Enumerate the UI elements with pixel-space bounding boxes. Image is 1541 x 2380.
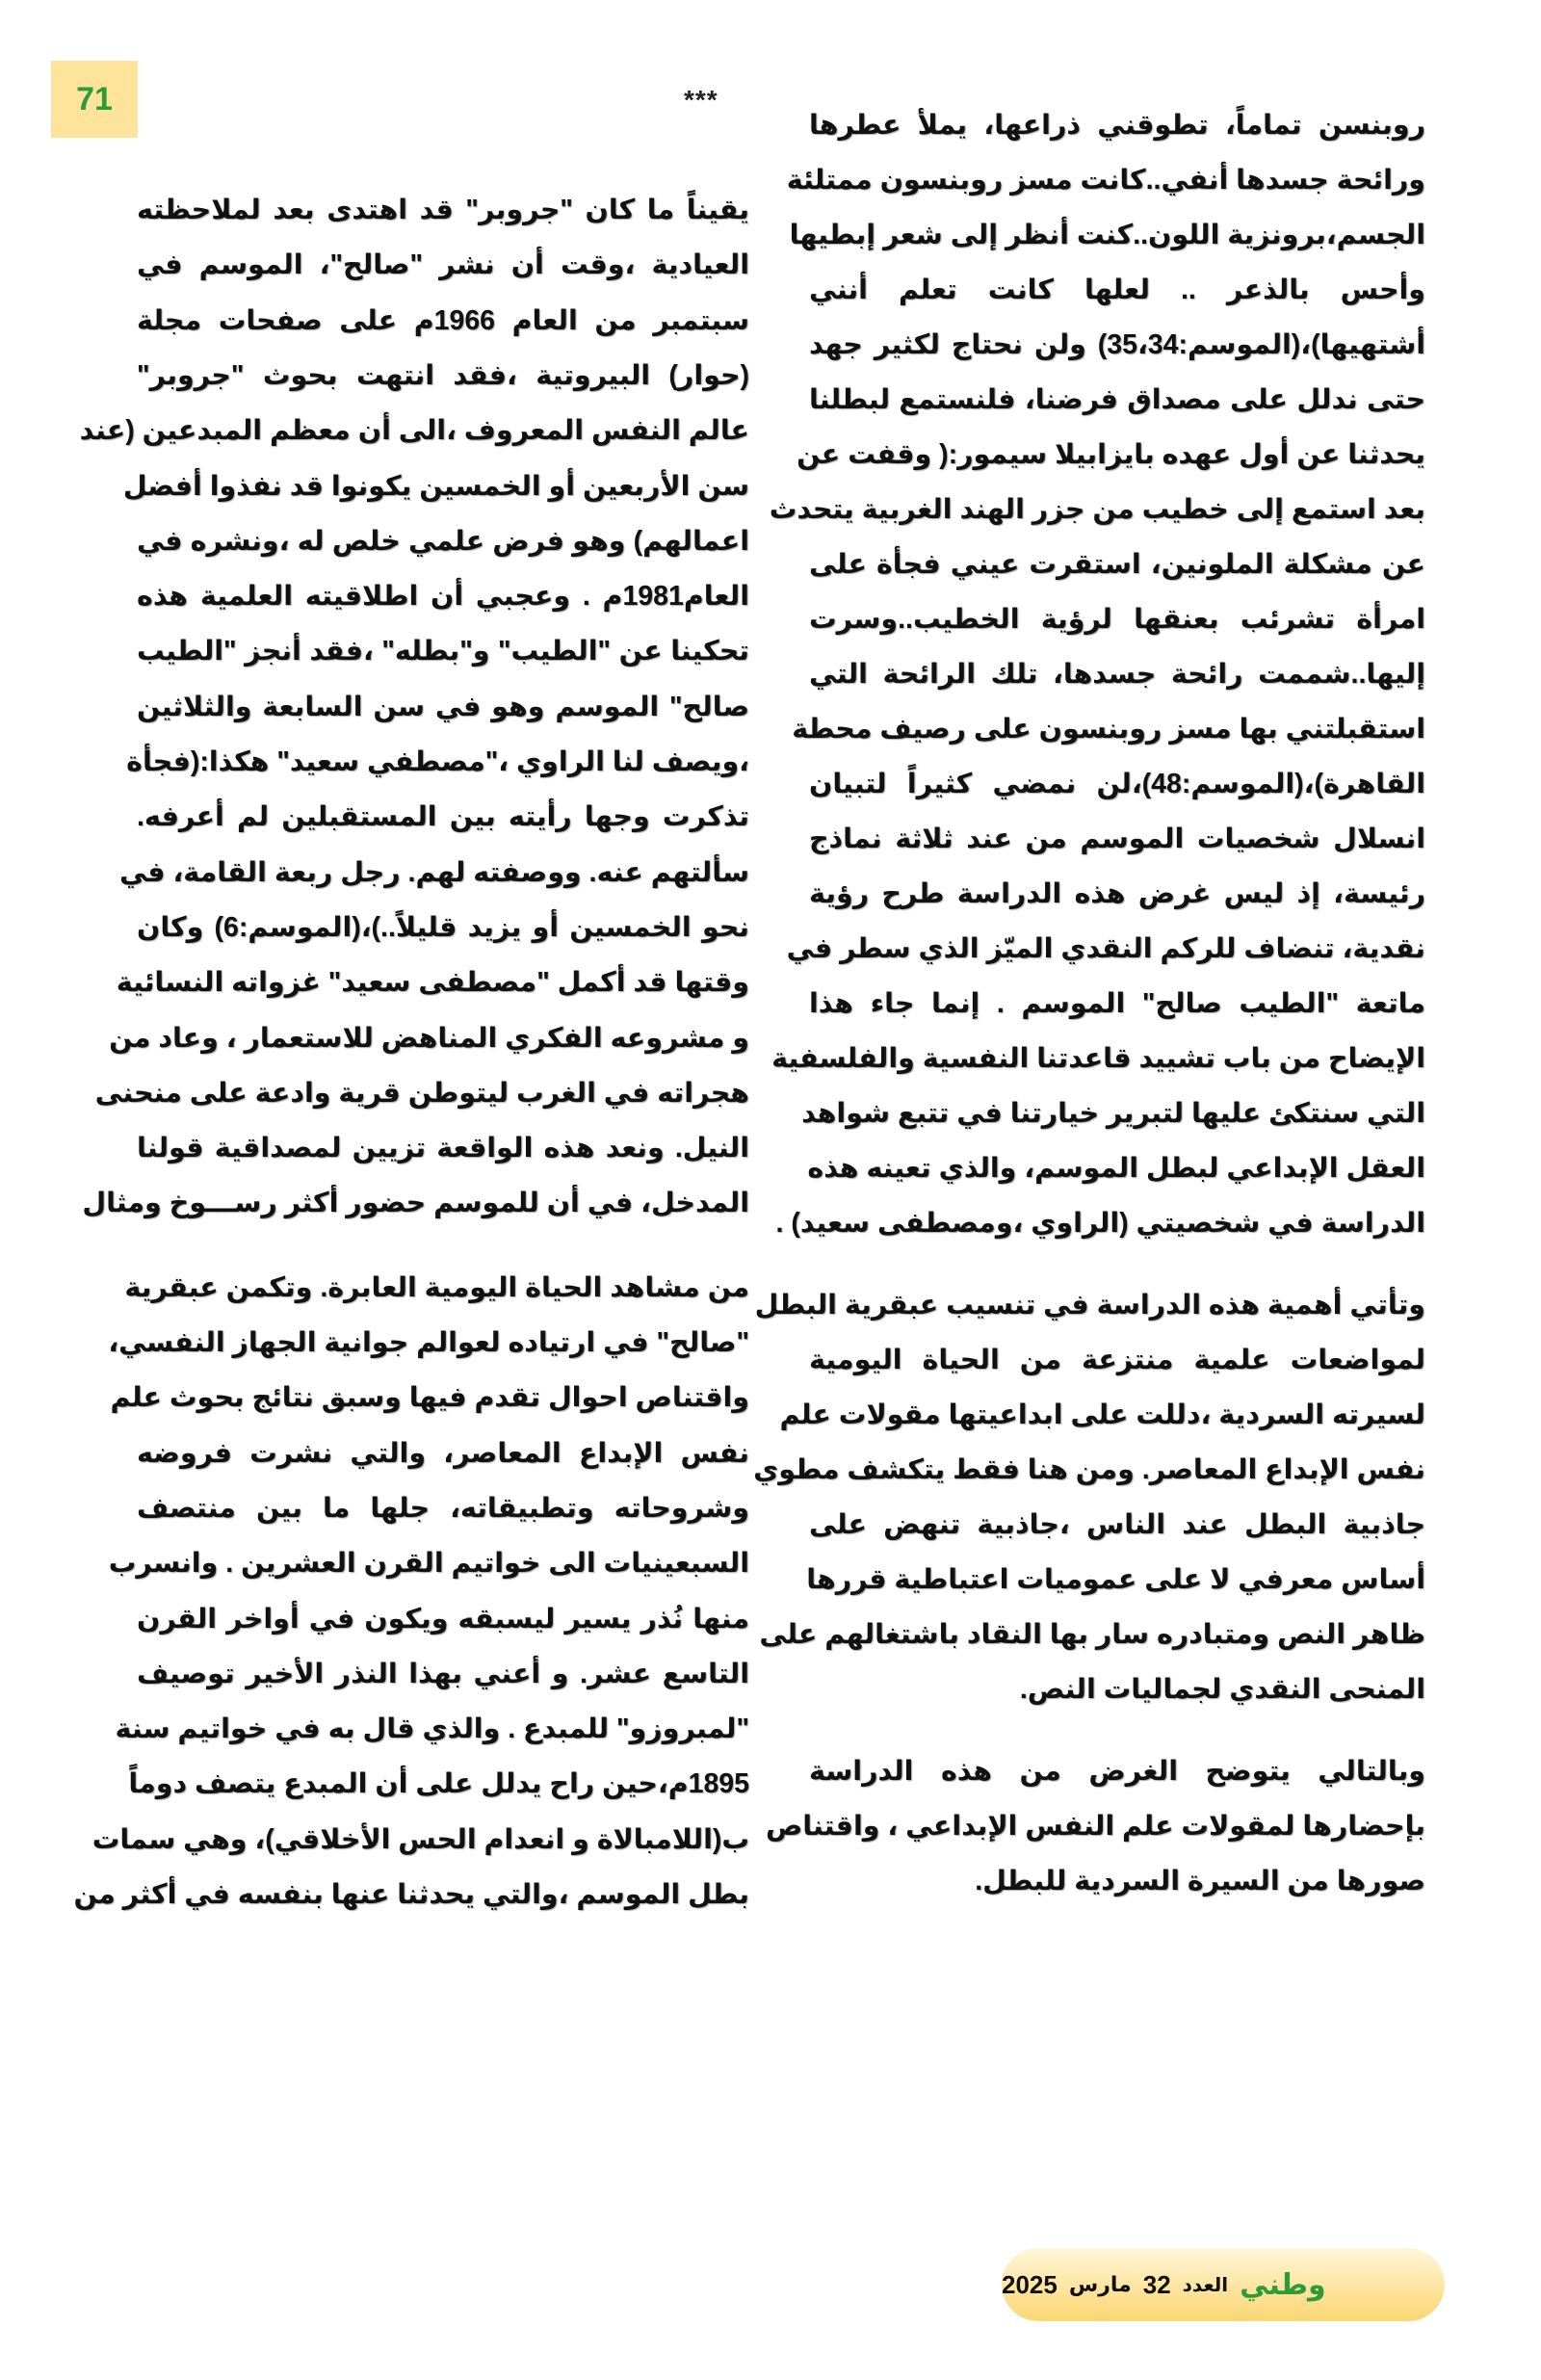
text-line: بإحضارها لمقولات علم النفس الإبداعي ، واقتناص [765,1811,1425,1842]
issue-year: 2025 [1002,2269,1058,2299]
text-line: أساس معرفي لا على عموميات اعتباطية قررها [806,1564,1425,1595]
issue-label: العدد [1182,2274,1229,2296]
text-line: المدخل، في أن للموسم حضور أكثر رســـوخ ومثال [82,1188,749,1219]
text-line: تذكرت وجها رأيته بين المستقبلين لم أعرفه. [137,801,749,833]
text-line: سبتمبر من العام 1966م على صفحات مجلة [137,304,749,336]
text-line: يحدثنا عن أول عهده بايزابيلا سيمور:( وقفت عن [797,439,1425,470]
text-line: رئيسة، إذ ليس غرض هذه الدراسة طرح رؤية [809,878,1425,909]
text-line: عالم النفس المعروف ،الى أن معظم المبدعين (عند [79,415,749,447]
text-line: حتى ندلل على مصداق فرضنا، فلنستمع لبطلنا [809,384,1425,415]
text-line: جاذبية البطل عند الناس ،جاذبية تنهض على [809,1509,1425,1540]
text-line: صورها من السيرة السردية للبطل. [975,1866,1425,1896]
text-line: صالح" الموسم وهو في سن السابعة والثلاثين [137,691,749,722]
text-line: انسلال شخصيات الموسم من عند ثلاثة نماذج [809,824,1425,854]
text-line: يقيناً ما كان "جروبر" قد اهتدى بعد لملاحظته [137,195,749,225]
text-line: لمواضعات علمية منتزعة من الحياة اليومية [809,1345,1425,1375]
text-line: اعمالهم) وهو فرض علمي خلص له ،ونشره في [137,525,749,557]
text-line: ورائحة جسدها أنفي..كانت مسز روبنسون ممتلئة [786,165,1425,196]
text-line: وأحس بالذعر .. لعلها كانت تعلم أنني [809,275,1425,305]
text-line: النيل. ونعد هذه الواقعة تزيين لمصداقية قولنا [137,1133,749,1164]
text-line: ظاهر النص ومتبادره سار بها النقاد باشتغالهم على [759,1619,1425,1650]
text-line: السبعينيات الى خواتيم القرن العشرين . وانسرب [108,1548,749,1580]
text-line: واقتناص احوال تقدم فيها وسبق نتائج بحوث علم [110,1382,749,1414]
issue-number: 32 [1142,2269,1171,2299]
text-line: عن مشكلة الملونين، استقرت عيني فجأة على [809,549,1425,580]
text-line: هجراته في الغرب ليتوطن قرية وادعة على منحنى [94,1077,749,1109]
text-line: بطل الموسم ،والتي يحدثنا عنها بنفسه في أكثر من [73,1879,749,1910]
text-line: القاهرة)،(الموسم:48)،لن نمضي كثيراً لتبيان [809,769,1425,799]
text-line: نفس الإبداع المعاصر. ومن هنا فقط يتكشف مطوي [753,1454,1425,1485]
text-line: العيادية ،وقت أن نشر "صالح"، الموسم في [137,249,749,281]
text-line: بعد استمع إلى خطيب من جزر الهند الغربية يتحدث [769,494,1425,525]
text-line: العام1981م . وعجبي أن اطلاقيته العلمية هذه [137,581,749,613]
text-line: (حوار) البيروتية ،فقد انتهت بحوث "جروبر" [137,359,749,391]
footer-issue-badge [1002,2248,1445,2321]
text-line: و مشروعه الفكري المناهض للاستعمار ، وعاد من [109,1022,749,1054]
text-line: نقدية، تنضاف للركم النقدي الميّز الذي سطر في [786,933,1425,964]
text-line: الجسم،برونزية اللون..كنت أنظر إلى شعر إبطيها [789,220,1425,250]
page-number [51,61,138,138]
text-line: سن الأربعين أو الخمسين يكونوا قد نفذوا أفضل [122,470,749,502]
magazine-brand: وطني [1240,2268,1326,2301]
text-line: الدراسة في شخصيتي (الراوي ،ومصطفى سعيد) . [775,1208,1425,1239]
text-line: وقتها قد أكمل "مصطفى سعيد" غزواته النسائية [116,967,749,999]
text-line: وبالتالي يتوضح الغرض من هذه الدراسة [809,1756,1425,1787]
text-line: التي سنتكئ عليها لتبرير خيارتنا في تتبع شواهد [801,1098,1425,1129]
text-line: التاسع عشر. و أعني بهذا النذر الأخير توصيف [137,1658,749,1689]
text-line: سألتهم عنه. ووصفته لهم. رجل ربعة القامة، في [119,856,749,888]
text-line: نحو الخمسين أو يزيد قليلاً..)،(الموسم:6) وكان [137,911,749,943]
text-line: وتأتي أهمية هذه الدراسة في تنسيب عبقرية البطل [754,1290,1425,1321]
text-line: الإيضاح من باب تشييد قاعدتنا النفسية والفلسفية [771,1043,1425,1074]
page-number-text: 71 [76,80,113,118]
text-line: ،ويصف لنا الراوي ،"مصطفي سعيد" هكذا:(فجأة [126,746,749,777]
text-line: امرأة تشرئب بعنقها لرؤية الخطيب..وسرت [809,604,1425,635]
text-line: نفس الإبداع المعاصر، والتي نشرت فروضه [137,1437,749,1469]
text-line: استقبلتني بها مسز روبنسون على رصيف محطة [792,714,1425,745]
text-line: "صالح" في ارتياده لعوالم جوانية الجهاز النفسي، [108,1327,749,1358]
text-line: المنحى النقدي لجماليات النص. [1019,1674,1425,1705]
issue-month: مارس [1068,2272,1132,2296]
text-line: أشتهيها)،(الموسم:35،34) ولن نحتاج لكثير جهد [809,329,1425,360]
text-line: إليها..شممت رائحة جسدها، تلك الرائحة التي [809,659,1425,690]
text-line: 1895م،حين راح يدلل على أن المبدع يتصف دوماً [128,1768,749,1800]
text-line: تحكينا عن "الطيب" و"بطله" ،فقد أنجز "الطيب [137,636,749,667]
text-line: ب(اللامبالاة و انعدام الحس الأخلاقي)، وهي سمات [91,1823,749,1855]
text-line: منها نُذر يسير ليسبقه ويكون في أواخر القرن [137,1603,749,1635]
text-line: لسيرته السردية ،دللت على ابداعيتها مقولات علم [779,1399,1425,1430]
text-line: ماتعة "الطيب صالح" الموسم . إنما جاء هذا [809,988,1425,1019]
text-line: روبنسن تماماً، تطوقني ذراعها، يملأ عطرها [809,110,1425,141]
text-line: "لمبروزو" للمبدع . والذي قال به في خواتيم سنة [115,1713,749,1745]
section-separator: *** [684,85,718,115]
text-line: من مشاهد الحياة اليومية العابرة. وتكمن عبقرية [124,1271,749,1303]
text-line: العقل الإبداعي لبطل الموسم، والذي تعينه هذه [807,1153,1425,1184]
text-line: وشروحاته وتطبيقاته، جلها ما بين منتصف [137,1492,749,1524]
